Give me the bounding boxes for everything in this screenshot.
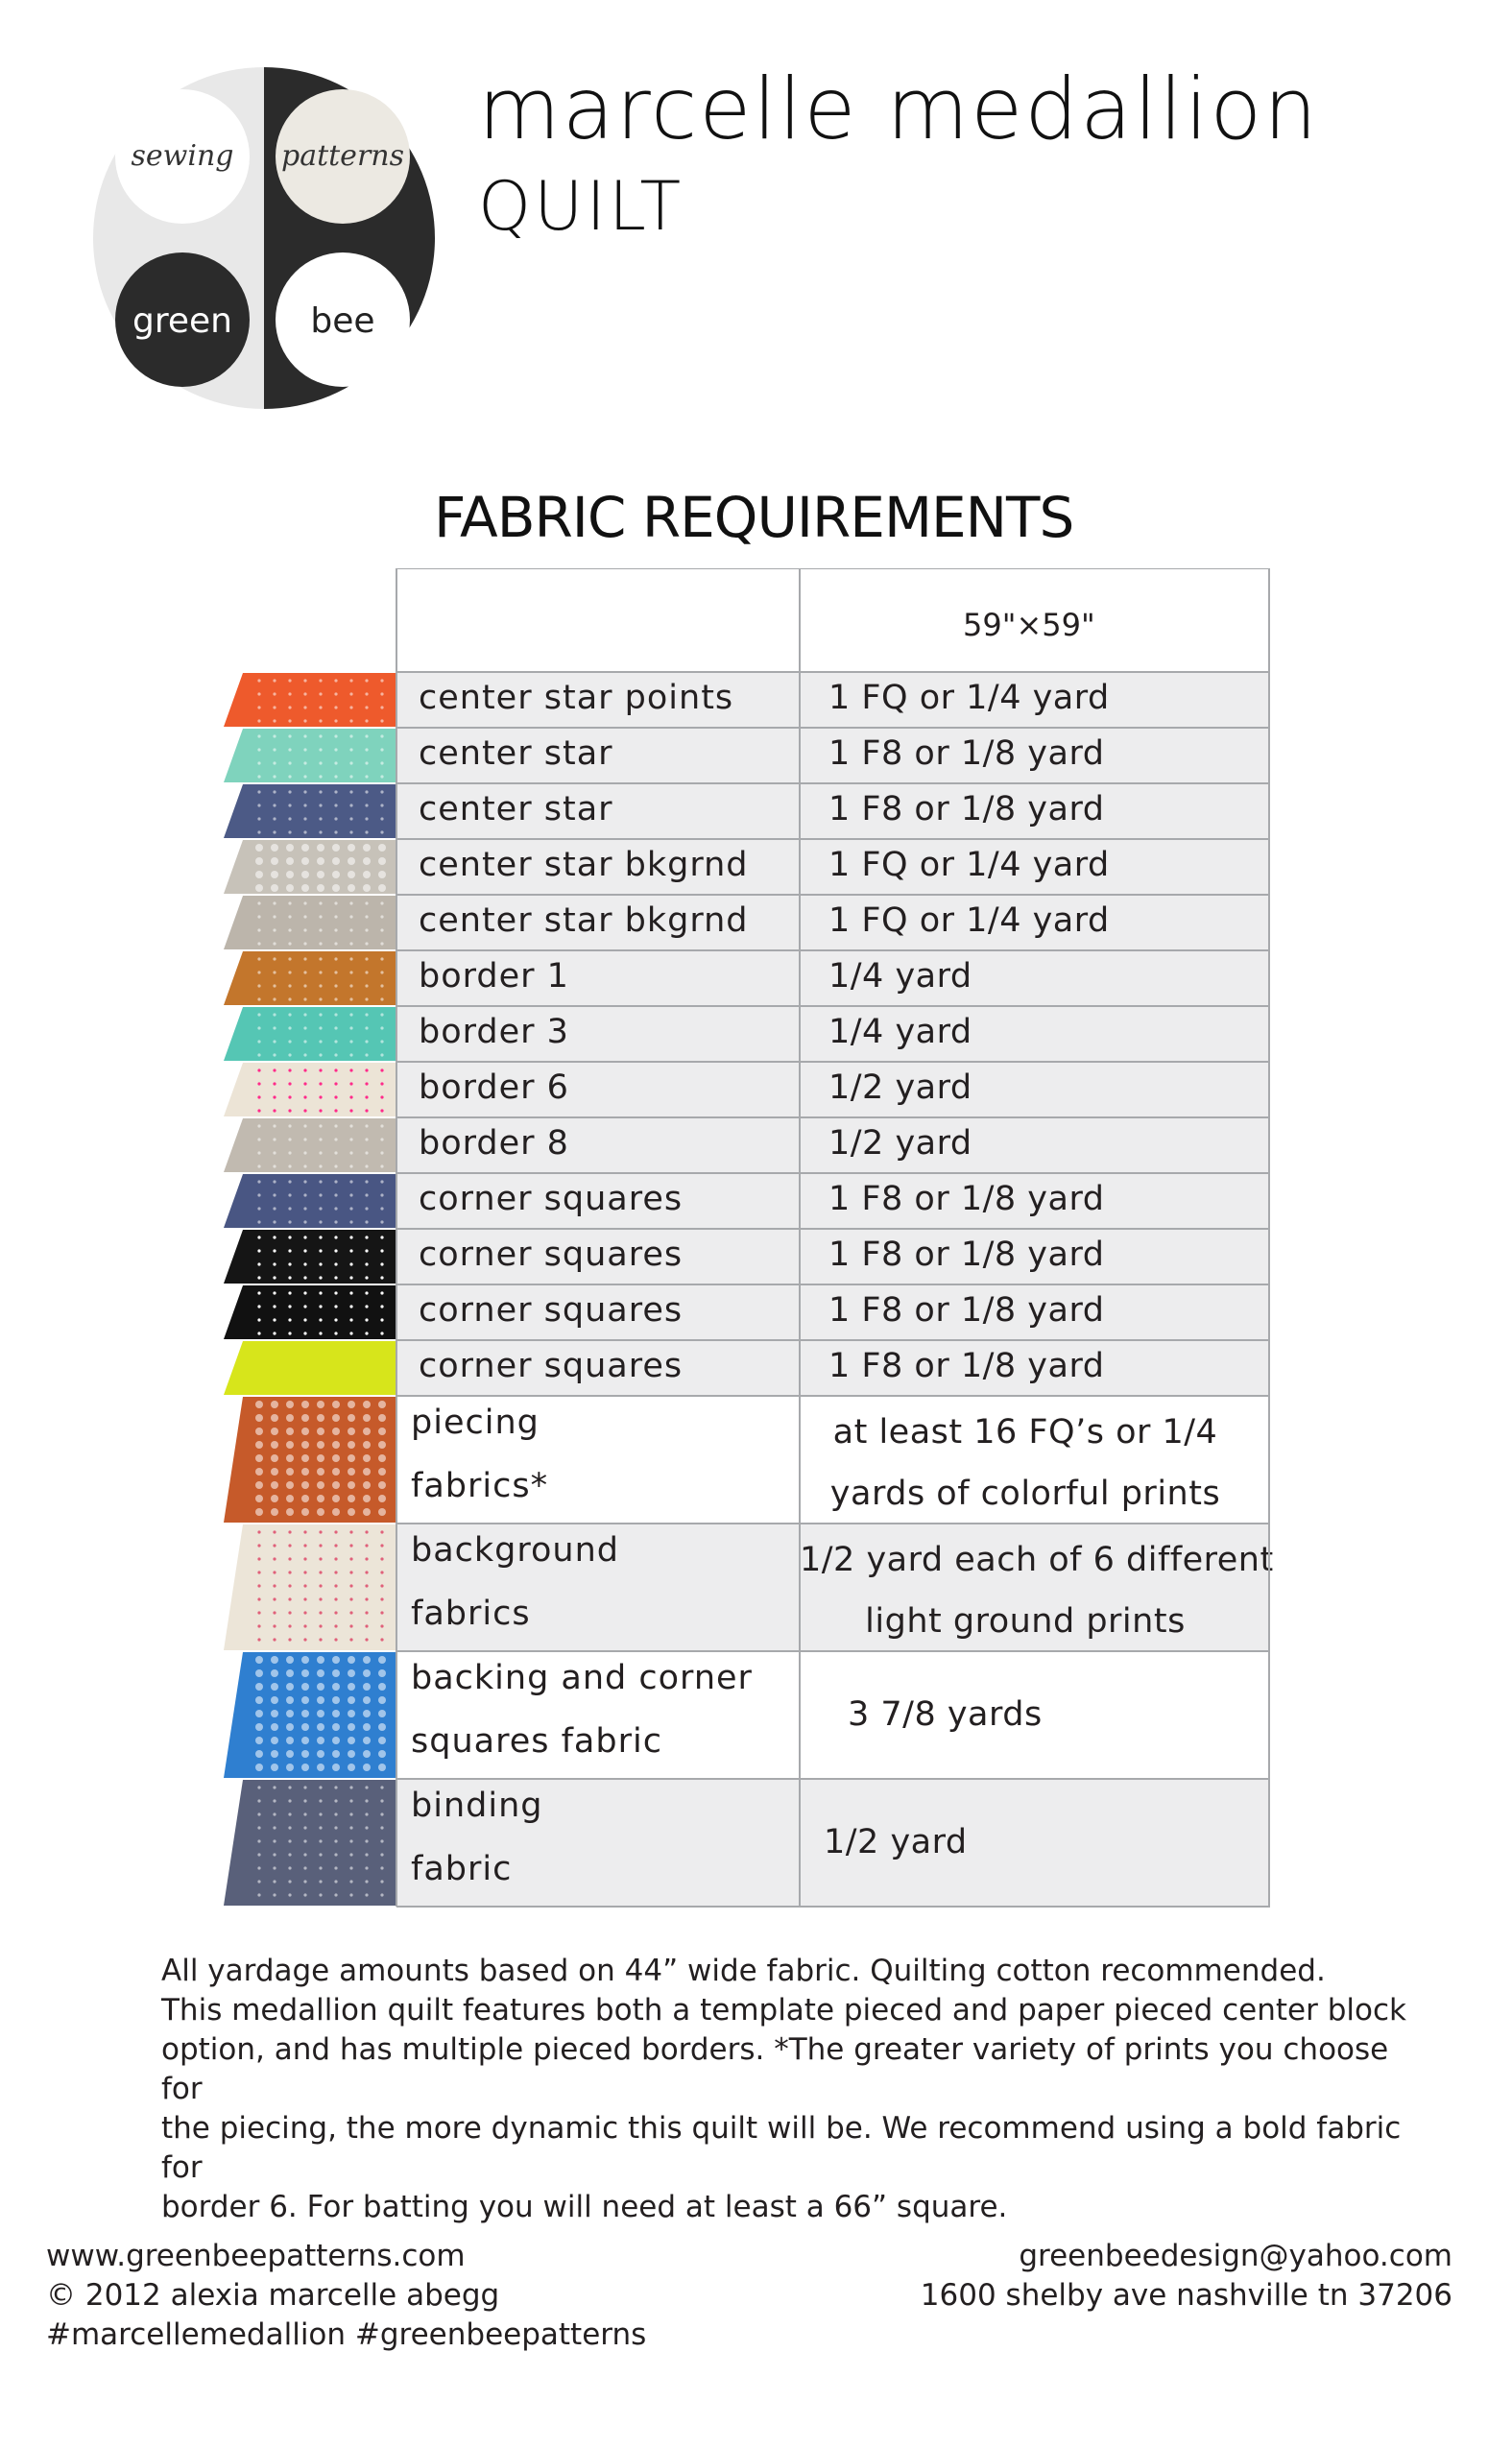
notes-line: border 6. For batting you will need at least a 66” square. xyxy=(161,2190,1008,2224)
fabric-amount-label: at least 16 FQ’s or 1/4 xyxy=(832,1413,1218,1452)
fabric-use-label: fabrics* xyxy=(411,1467,549,1505)
fabric-use-label: fabric xyxy=(411,1850,513,1888)
green-bee-logo xyxy=(91,65,437,411)
fabric-amount-label: 3 7/8 yards xyxy=(848,1695,1043,1734)
fabric-amount-label: 1 F8 or 1/8 yard xyxy=(828,734,1105,773)
logo-word-patterns: patterns xyxy=(280,139,405,173)
fabric-use-label: center star bkgrnd xyxy=(419,901,749,940)
email-link[interactable]: greenbeedesign@yahoo.com xyxy=(1019,2239,1452,2273)
fabric-use-label: background xyxy=(411,1531,620,1570)
logo-word-bee: bee xyxy=(310,301,375,341)
fabric-amount-label: 1 FQ or 1/4 yard xyxy=(828,679,1110,717)
fabric-use-label: center star xyxy=(419,734,613,773)
fabric-amount-label: 1 FQ or 1/4 yard xyxy=(828,901,1110,940)
hashtags: #marcellemedallion #greenbeepatterns xyxy=(46,2317,647,2352)
logo-word-green: green xyxy=(132,301,232,341)
fabric-amount-label: 1 FQ or 1/4 yard xyxy=(828,846,1110,884)
fabric-use-label: corner squares xyxy=(419,1180,684,1218)
fabric-use-label: border 1 xyxy=(419,957,569,996)
fabric-amount-label: 1/4 yard xyxy=(828,957,972,996)
fabric-amount-label: 1/2 yard xyxy=(824,1823,968,1861)
footer-left xyxy=(46,2237,646,2355)
fabric-amount-label: 1 F8 or 1/8 yard xyxy=(828,1347,1105,1385)
fabric-use-label: center star xyxy=(419,790,613,828)
notes-line: the piecing, the more dynamic this quilt will be. We recommend using a bold fabric for xyxy=(161,2111,1402,2185)
pattern-title: marcelle medallion xyxy=(478,60,1320,158)
fabric-use-label: center star points xyxy=(419,679,734,717)
quilt-size-label: 59"×59" xyxy=(963,607,1095,643)
notes-line: All yardage amounts based on 44” wide fabric. Quilting cotton recommended. xyxy=(161,1954,1326,1988)
fabric-requirements-heading: FABRIC REQUIREMENTS xyxy=(434,485,1074,550)
fabric-use-label: backing and corner xyxy=(411,1659,753,1697)
website-link[interactable]: www.greenbeepatterns.com xyxy=(46,2239,466,2273)
fabric-amount-label: 1 F8 or 1/8 yard xyxy=(828,790,1105,828)
fabric-use-label: corner squares xyxy=(419,1291,684,1330)
fabric-amount-label: 1/2 yard xyxy=(828,1124,972,1163)
notes-paragraph xyxy=(161,1952,1438,2227)
address: 1600 shelby ave nashville tn 37206 xyxy=(920,2278,1452,2313)
fabric-amount-label: 1 F8 or 1/8 yard xyxy=(828,1236,1105,1274)
fabric-use-label: center star bkgrnd xyxy=(419,846,749,884)
fabric-use-label: piecing xyxy=(411,1404,540,1442)
fabric-use-label: squares fabric xyxy=(411,1722,662,1761)
fabric-amount-label: 1 F8 or 1/8 yard xyxy=(828,1291,1105,1330)
fabric-amount-label: yards of colorful prints xyxy=(829,1475,1221,1513)
fabric-use-label: border 8 xyxy=(419,1124,569,1163)
fabric-use-label: border 6 xyxy=(419,1068,569,1107)
fabric-use-label: corner squares xyxy=(419,1236,684,1274)
logo-word-sewing: sewing xyxy=(131,139,234,173)
footer-right xyxy=(921,2237,1452,2316)
fabric-use-label: border 3 xyxy=(419,1013,569,1051)
pattern-subtitle: QUILT xyxy=(478,167,684,246)
copyright: © 2012 alexia marcelle abegg xyxy=(46,2278,500,2313)
fabric-amount-label: light ground prints xyxy=(865,1602,1186,1641)
fabric-amount-label: 1 F8 or 1/8 yard xyxy=(828,1180,1105,1218)
fabric-amount-label: 1/2 yard each of 6 different xyxy=(800,1541,1274,1579)
fabric-use-label: corner squares xyxy=(419,1347,684,1385)
table-grid-lines xyxy=(224,568,1274,1908)
notes-line: option, and has multiple pieced borders. *The greater variety of prints you choose for xyxy=(161,2032,1389,2106)
fabric-use-label: binding xyxy=(411,1787,543,1825)
notes-line: This medallion quilt features both a template pieced and paper pieced center block xyxy=(161,1993,1406,2028)
fabric-use-label: fabrics xyxy=(411,1595,531,1633)
fabric-amount-label: 1/4 yard xyxy=(828,1013,972,1051)
fabric-amount-label: 1/2 yard xyxy=(828,1068,972,1107)
